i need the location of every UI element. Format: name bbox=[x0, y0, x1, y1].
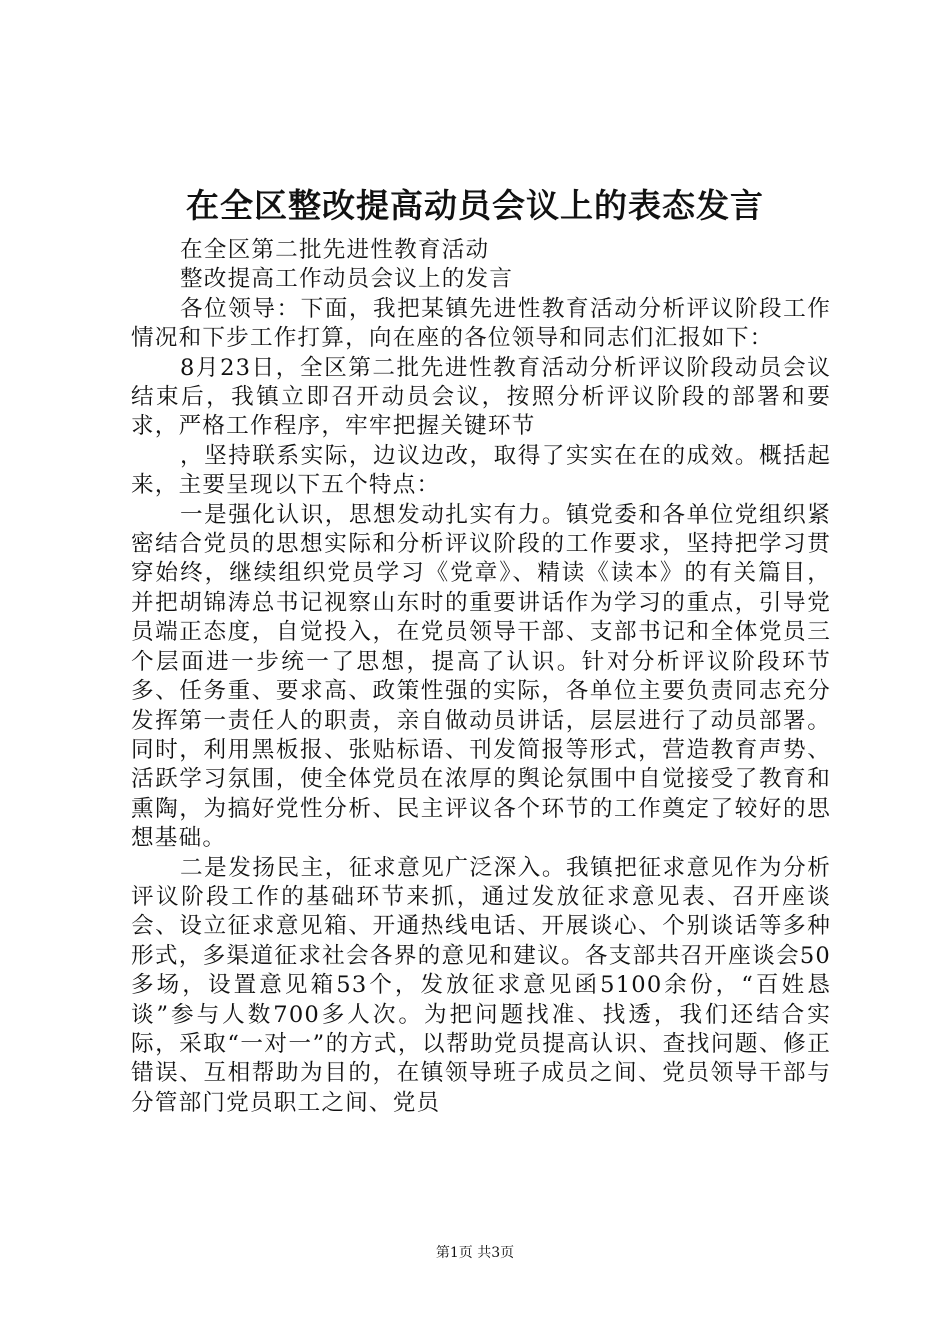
paragraph-point-one: 一是强化认识，思想发动扎实有力。镇党委和各单位党组织紧密结合党员的思想实际和分析评议阶段的工作要求，坚持把学习贯穿始终，继续组织党员学习《党章》、精读《读本》的有关篇目，并把胡锦涛总书记视察山东时的重要讲话作为学习的重点，引导党员端正态度，自觉投入，在党员领导干部、支部书记和全体党员三个层面进一步统一了思想，提高了认识。针对分析评议阶段环节多、任务重、要求高、政策性强的实际，各单位主要负责同志充分发挥第一责任人的职责，亲自做动员讲话，层层进行了动员部署。同时，利用黑板报、张贴标语、刊发简报等形式，营造教育声势、活跃学习氛围，使全体党员在浓厚的舆论氛围中自觉接受了教育和熏陶，为搞好党性分析、民主评议各个环节的工作奠定了较好的思想基础。 bbox=[131, 501, 831, 852]
document-body bbox=[131, 236, 831, 1118]
paragraph-greeting: 各位领导：下面，我把某镇先进性教育活动分析评议阶段工作情况和下步工作打算，向在座的各位领导和同志们汇报如下： bbox=[131, 295, 831, 352]
page-number-footer: 第1页 共3页 bbox=[435, 1245, 515, 1261]
paragraph-intro: 8月23日，全区第二批先进性教育活动分析评议阶段动员会议结束后，我镇立即召开动员会议，按照分析评议阶段的部署和要求，严格工作程序，牢牢把握关键环节 bbox=[131, 354, 831, 440]
subtitle-line-1: 在全区第二批先进性教育活动 bbox=[180, 237, 490, 263]
paragraph-intro-continued: ，坚持联系实际，边议边改，取得了实实在在的成效。概括起来，主要呈现以下五个特点： bbox=[131, 442, 831, 499]
subtitle-line-2: 整改提高工作动员会议上的发言 bbox=[180, 266, 514, 293]
document-title: 在全区整改提高动员会议上的表态发言 bbox=[186, 186, 764, 225]
paragraph-point-two: 二是发扬民主，征求意见广泛深入。我镇把征求意见作为分析评议阶段工作的基础环节来抓，通过发放征求意见表、召开座谈会、设立征求意见箱、开通热线电话、开展谈心、个别谈话等多种形式，多渠道征求社会各界的意见和建议。各支部共召开座谈会50多场，设置意见箱53个，发放征求意见函5100余份，“百姓恳谈”参与人数700多人次。为把问题找准、找透，我们还结合实际，采取“一对一”的方式，以帮助党员提高认识、查找问题、修正错误、互相帮助为目的，在镇领导班子成员之间、党员领导干部与分管部门党员职工之间、党员 bbox=[131, 854, 831, 1116]
